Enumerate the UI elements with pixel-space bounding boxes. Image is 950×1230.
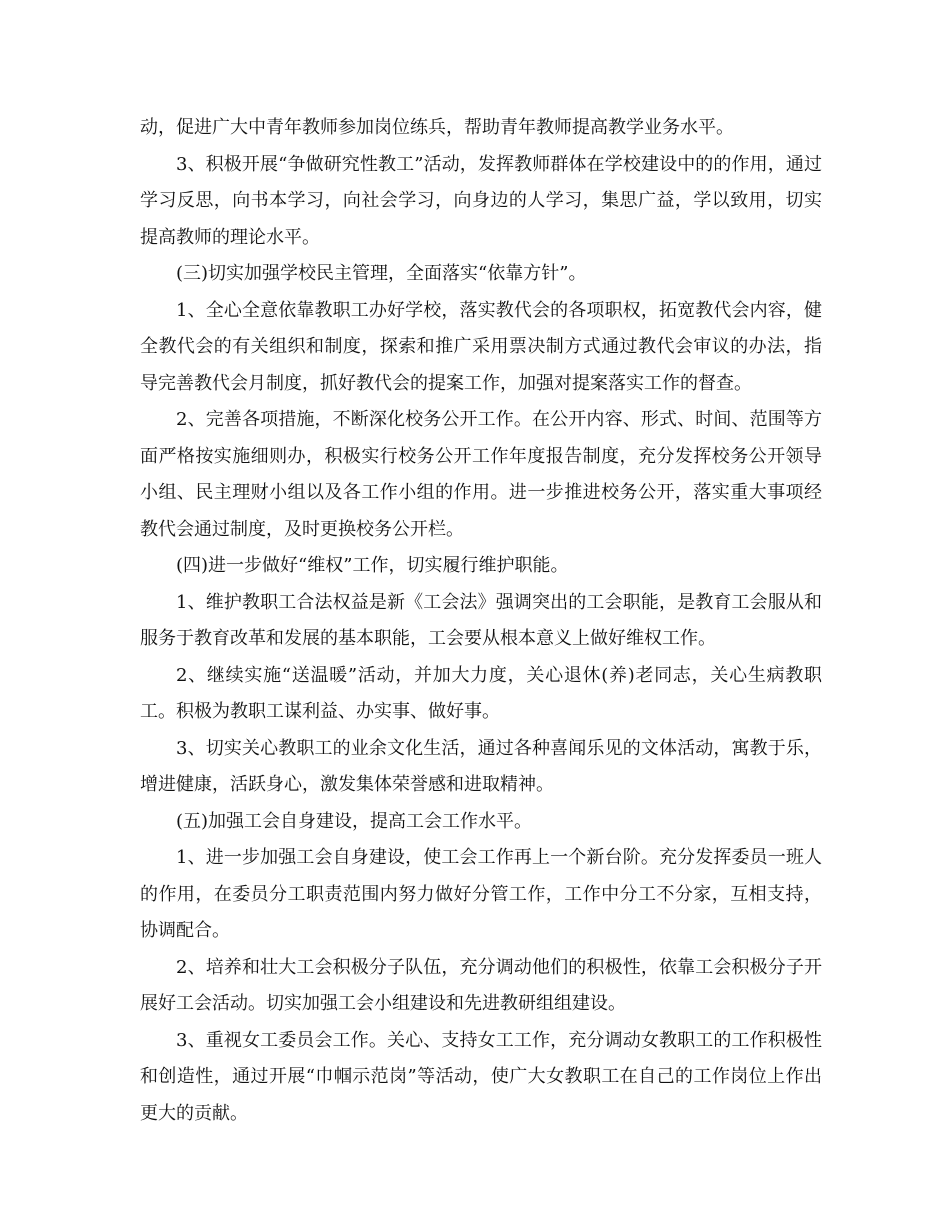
paragraph: 1、维护教职工合法权益是新《工会法》强调突出的工会职能，是教育工会服从和服务于教育改革和发展的基本职能，工会要从根本意义上做好维权工作。 [140,591,822,649]
paragraph: 3、积极开展“争做研究性教工”活动，发挥教师群体在学校建设中的的作用，通过学习反思，向书本学习，向社会学习，向身边的人学习，集思广益，学以致用，切实提高教师的理论水平。 [140,153,822,248]
paragraph: 2、培养和壮大工会积极分子队伍，充分调动他们的积极性，依靠工会积极分子开展好工会活动。切实加强工会小组建设和先进教研组组建设。 [140,956,822,1014]
section-heading: (五)加强工会自身建设，提高工会工作水平。 [176,810,533,832]
paragraph: 2、继续实施“送温暖”活动，并加大力度，关心退休(养)老同志，关心生病教职工。积极为教职工谋利益、办实事、做好事。 [140,664,822,722]
paragraph: 动，促进广大中青年教师参加岗位练兵，帮助青年教师提高教学业务水平。 [140,117,734,138]
paragraph: 3、重视女工委员会工作。关心、支持女工工作，充分调动女教职工的工作积极性和创造性，通过开展“巾帼示范岗”等活动，使广大女教职工在自己的工作岗位上作出更大的贡献。 [140,1029,822,1124]
paragraph: 1、进一步加强工会自身建设，使工会工作再上一个新台阶。充分发挥委员一班人的作用，在委员分工职责范围内努力做好分管工作，工作中分工不分家，互相支持，协调配合。 [140,847,822,941]
paragraph: 2、完善各项措施，不断深化校务公开工作。在公开内容、形式、时间、范围等方面严格按实施细则办，积极实行校务公开工作年度报告制度，充分发挥校务公开领导小组、民主理财小组以及各工作小组的作用。进一步推进校务公开，落实重大事项经教代会通过制度，及时更换校务公开栏。 [140,409,822,540]
section-heading: (三)切实加强学校民主管理，全面落实“依靠方针”。 [176,263,587,284]
document-body [140,110,822,1132]
section-heading: (四)进一步做好“维权”工作，切实履行维护职能。 [176,555,569,576]
paragraph: 1、全心全意依靠教职工办好学校，落实教代会的各项职权，拓宽教代会内容，健全教代会的有关组织和制度，探索和推广采用票决制方式通过教代会审议的办法，指导完善教代会月制度，抓好教代会的提案工作，加强对提案落实工作的督查。 [140,299,822,394]
paragraph: 3、切实关心教职工的业余文化生活，通过各种喜闻乐见的文体活动，寓教于乐，增进健康，活跃身心，激发集体荣誉感和进取精神。 [140,737,822,795]
